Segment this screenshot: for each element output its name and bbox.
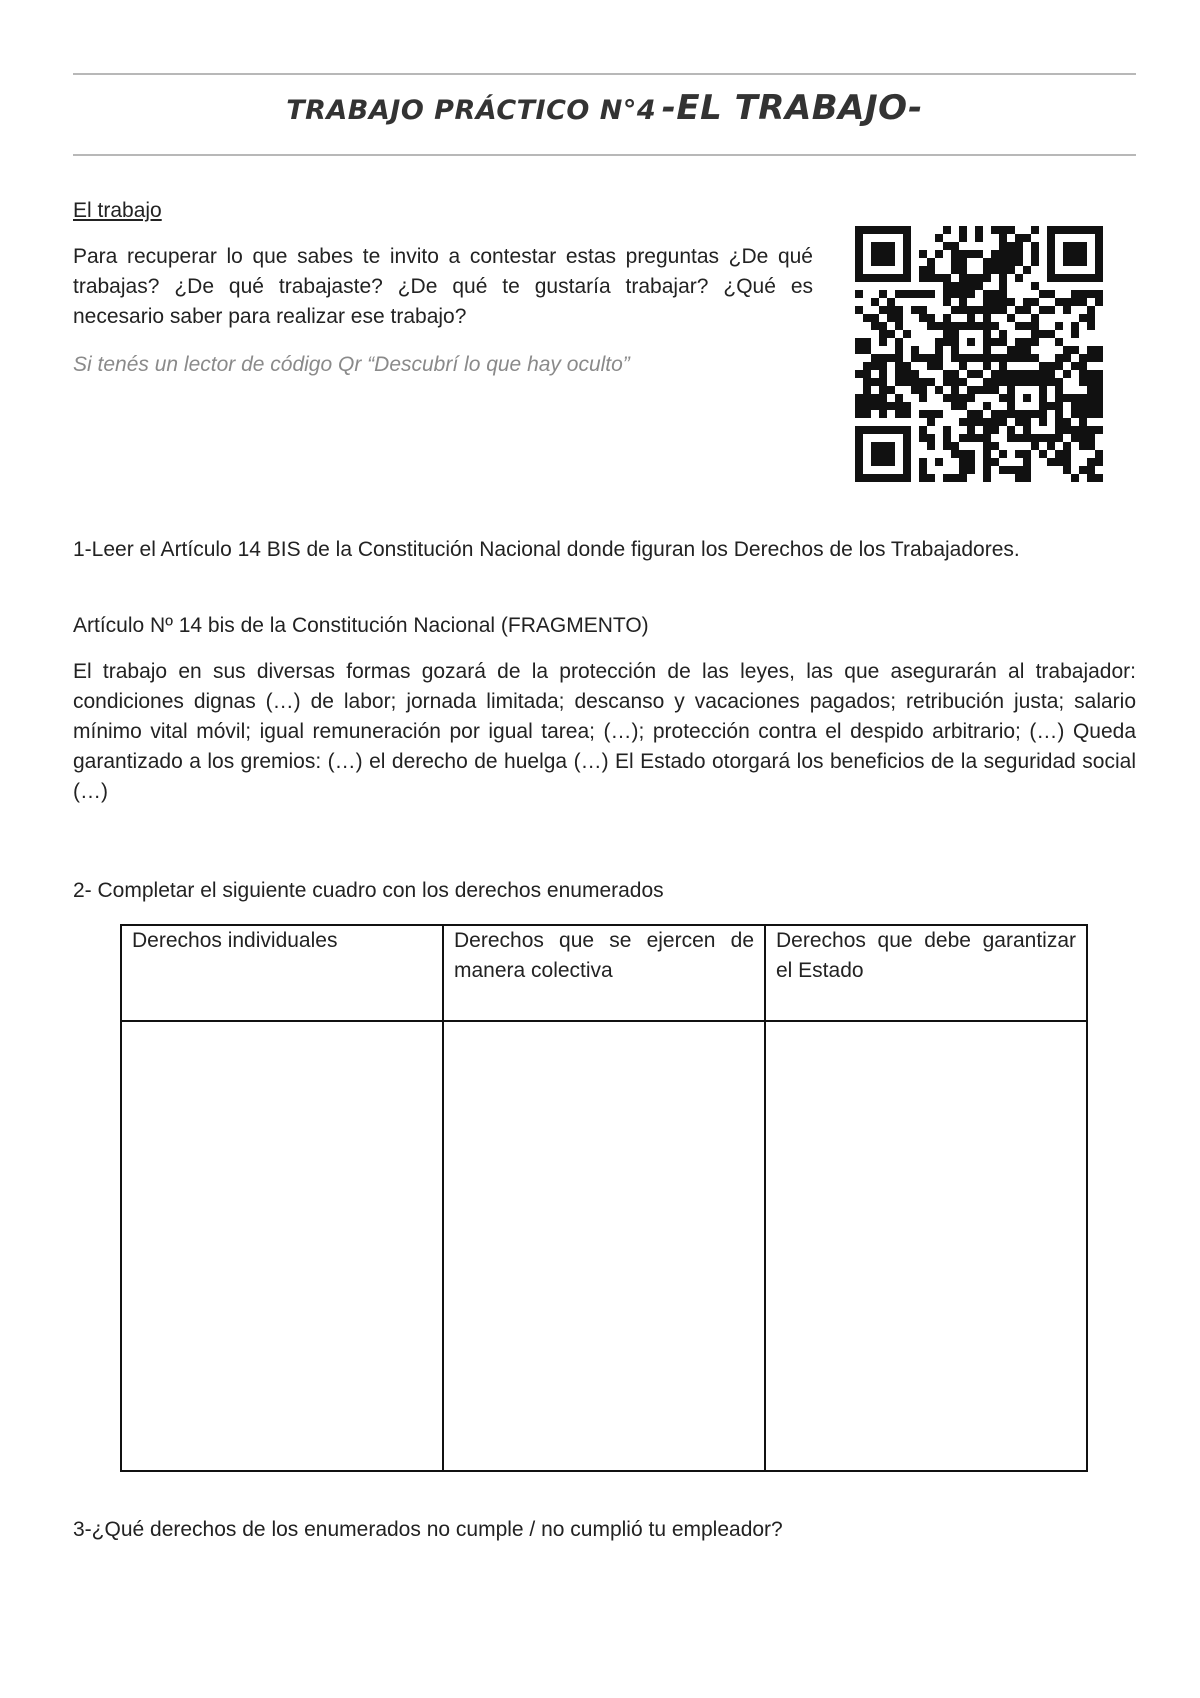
title-part-2: -EL TRABAJO-	[661, 88, 923, 128]
rights-table	[120, 924, 1088, 1472]
table-header-row	[121, 925, 1087, 1021]
header-state-rights	[765, 925, 1087, 1021]
top-rule	[73, 73, 1136, 75]
header-individual-rights-label: Derechos individuales	[132, 929, 338, 952]
article-title: Artículo Nº 14 bis de la Constitución Nacional (FRAGMENTO)	[73, 614, 649, 637]
answer-cell-collective[interactable]	[443, 1021, 765, 1471]
section1-instruction: 1-Leer el Artículo 14 BIS de la Constitución Nacional donde figuran los Derechos de los Trabajadores.	[73, 538, 1020, 561]
section3-question: 3-¿Qué derechos de los enumerados no cumple / no cumplió tu empleador?	[73, 1518, 783, 1541]
answer-cell-state[interactable]	[765, 1021, 1087, 1471]
answer-cell-individual[interactable]	[121, 1021, 443, 1471]
table-answer-row	[121, 1021, 1087, 1471]
intro-paragraph: Para recuperar lo que sabes te invito a contestar estas preguntas ¿De qué trabajas? ¿De qué trabajaste? ¿De qué te gustaría trabajar? ¿Qué es necesario saber para realizar ese trabajo?	[73, 245, 813, 328]
header-individual-rights	[121, 925, 443, 1021]
page-title	[73, 88, 1136, 128]
title-part-1: TRABAJO PRÁCTICO N°4	[286, 95, 657, 126]
header-collective-rights	[443, 925, 765, 1021]
header-state-rights-label: Derechos que debe garantizar el Estado	[776, 929, 1076, 982]
title-bottom-rule	[73, 154, 1136, 156]
qr-code-icon	[855, 226, 1103, 482]
intro-heading: El trabajo	[73, 199, 162, 222]
header-collective-rights-label: Derechos que se ejercen de manera colectiva	[454, 929, 754, 982]
article-text: El trabajo en sus diversas formas gozará de la protección de las leyes, las que asegurarán al trabajador: condiciones dignas (…) de labor; jornada limitada; descanso y vacaciones pagados; retribución justa; salario mínimo vital móvil; igual remuneración por igual tarea; (…); protección contra el despido arbitrario; (…) Queda garantizado a los gremios: (…) el derecho de huelga (…) El Estado otorgará los beneficios de la seguridad social (…)	[73, 660, 1136, 803]
section2-instruction: 2- Completar el siguiente cuadro con los derechos enumerados	[73, 879, 664, 902]
qr-hint-text: Si tenés un lector de código Qr “Descubrí lo que hay oculto”	[73, 353, 630, 376]
